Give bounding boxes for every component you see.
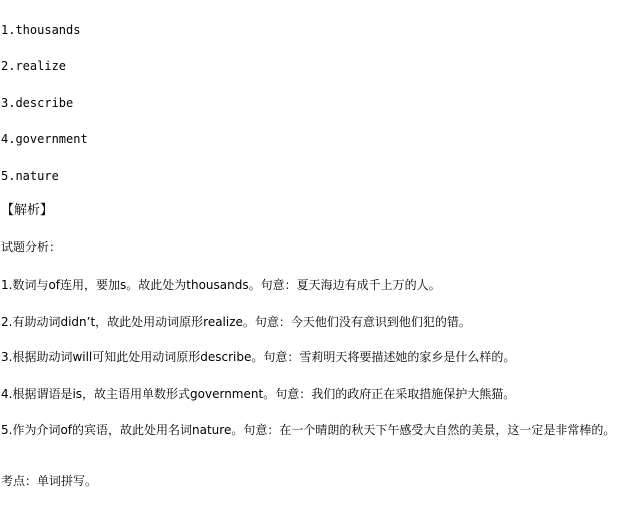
analysis-intro: 试题分析： xyxy=(1,240,62,254)
explanation-2: 2.有助动词didn’t，故此处用动词原形realize。句意：今天他们没有意识到他们犯的错。 xyxy=(1,315,471,329)
explanation-4: 4.根据谓语是is，故主语用单数形式government。句意：我们的政府正在采取措施保护大熊猫。 xyxy=(1,387,516,401)
analysis-heading: 【解析】 xyxy=(1,203,54,218)
explanation-3: 3.根据助动词will可知此处用动词原形describe。句意：雪莉明天将要描述她的家乡是什么样的。 xyxy=(1,350,516,364)
answer-5: 5.nature xyxy=(1,169,59,183)
answer-3: 3.describe xyxy=(1,96,74,110)
explanation-1: 1.数词与of连用，要加s。故此处为thousands。句意：夏天海边有成千上万的人。 xyxy=(1,278,441,292)
explanation-5: 5.作为介词of的宾语，故此处用名词nature。句意：在一个晴朗的秋天下午感受大自然的美景，这一定是非常棒的。 xyxy=(1,423,616,437)
knowledge-point: 考点：单词拼写。 xyxy=(1,474,98,488)
answer-4: 4.government xyxy=(1,132,88,146)
answer-1: 1.thousands xyxy=(1,23,81,37)
answer-2: 2.realize xyxy=(1,59,67,73)
